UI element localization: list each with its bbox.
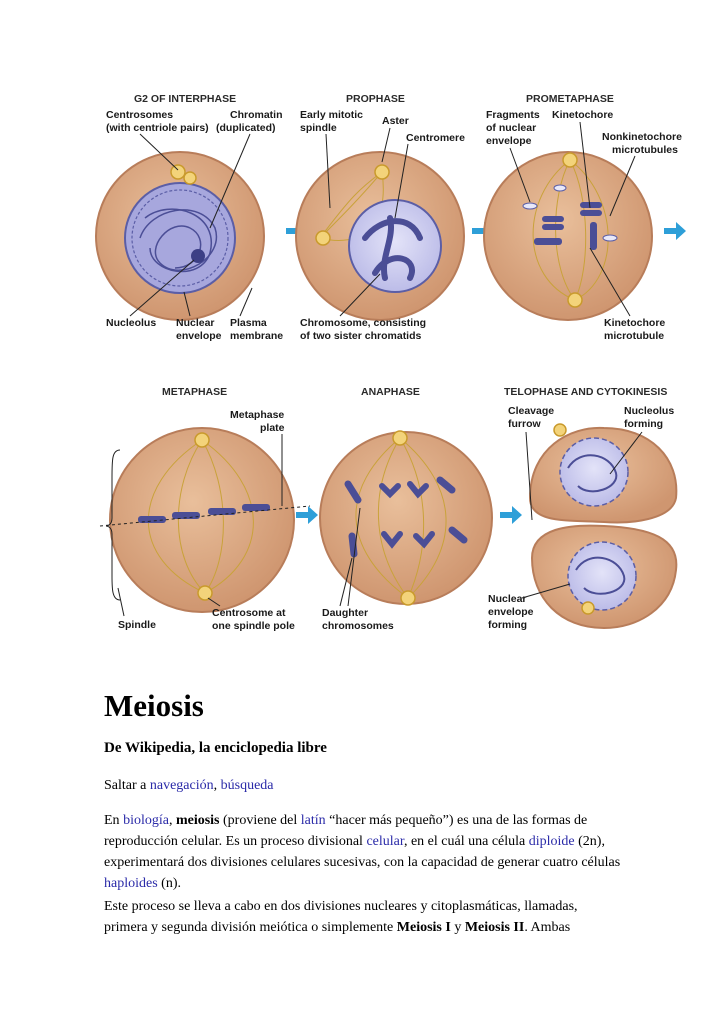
jump-prefix: Saltar a (104, 778, 150, 793)
label-chromatin-1: Chromatin (230, 109, 283, 121)
label-centrosomes-1: Centrosomes (106, 109, 174, 121)
label-nonkinetochore-1: Nonkinetochore (602, 131, 682, 143)
label-aster: Aster (382, 115, 409, 127)
article-title: Meiosis (104, 688, 204, 723)
term-meiosis: meiosis (175, 813, 220, 828)
link-biologia[interactable]: biología (123, 813, 169, 828)
label-centrosomes-2: (with centriole pairs) (106, 122, 209, 134)
label-centromere: Centromere (406, 132, 465, 144)
label-metaphase-plate-2: plate (260, 422, 285, 434)
label-nuclear-forming-2: envelope (488, 606, 534, 618)
p1-text-2: , (168, 813, 176, 828)
term-meiosis-i: Meiosis I (396, 920, 451, 935)
arrow-5 (500, 506, 522, 524)
link-diploide[interactable]: diploide (528, 834, 575, 849)
title-g2: G2 OF INTERPHASE (134, 93, 237, 105)
label-plasma-2: membrane (230, 330, 284, 342)
paragraph-1 (104, 810, 624, 894)
label-chromosome-2: of two sister chromatids (300, 330, 422, 342)
label-spindle: Spindle (118, 619, 156, 631)
nucleus (125, 183, 235, 293)
p1-text-3: (proviene del (219, 813, 301, 828)
cell-prophase (296, 152, 464, 320)
centrosome (171, 165, 185, 179)
label-fragments-3: envelope (486, 135, 532, 147)
cell-telophase (530, 424, 676, 628)
p2-text-2: y (450, 920, 465, 935)
title-telophase: TELOPHASE AND CYTOKINESIS (504, 386, 668, 398)
label-nuclear-forming-3: forming (488, 619, 528, 631)
title-anaphase: ANAPHASE (361, 386, 420, 398)
link-haploides[interactable]: haploides (104, 876, 158, 891)
label-daughter-1: Daughter (322, 607, 369, 619)
label-centrosome-pole-2: one spindle pole (212, 620, 295, 632)
title-prophase: PROPHASE (346, 93, 405, 105)
label-nucleolus-forming-1: Nucleolus (624, 405, 675, 417)
p1-text-7: (n). (157, 876, 181, 891)
label-nuclear-forming-1: Nuclear (488, 593, 527, 605)
link-latin[interactable]: latín (300, 813, 326, 828)
p1-text-1: En (104, 813, 124, 828)
paragraph-2 (104, 896, 624, 938)
article-subtitle: De Wikipedia, la enciclopedia libre (104, 740, 327, 756)
label-metaphase-plate-1: Metaphase (230, 409, 285, 421)
label-daughter-2: chromosomes (322, 620, 394, 632)
p1-text-4: “hacer más pequeño”) es una de las formas de reproducción celular. Es un proceso divisional (104, 813, 588, 849)
link-celular[interactable]: celular (366, 834, 404, 849)
label-fragments-2: of nuclear (486, 122, 537, 134)
p1-text-5: , en el cuál una célula (403, 834, 529, 849)
title-prometaphase: PROMETAPHASE (526, 93, 614, 105)
p1-text-6: (2n), experimentará dos divisiones celulares sucesivas, con la capacidad de generar cuatro células (104, 834, 621, 870)
mitosis-figure (90, 88, 690, 648)
p2-text-1: Este proceso se lleva a cabo en dos divisiones nucleares y citoplasmáticas, llamadas, primera y segunda división meiótica o simplemente (104, 899, 578, 935)
term-meiosis-ii: Meiosis II (464, 920, 525, 935)
jump-separator: , (213, 778, 221, 793)
label-chromosome-1: Chromosome, consisting (300, 317, 427, 329)
arrow-3 (664, 222, 686, 240)
label-nucleolus: Nucleolus (106, 317, 157, 329)
label-chromatin-2: (duplicated) (216, 122, 276, 134)
label-cleavage-2: furrow (508, 418, 541, 430)
label-nuclear-env-1: Nuclear (176, 317, 215, 329)
label-centrosome-pole-1: Centrosome at (212, 607, 286, 619)
arrow-4 (296, 506, 318, 524)
cell-anaphase (320, 431, 492, 605)
mitosis-diagram (90, 88, 690, 648)
label-nuclear-env-2: envelope (176, 330, 222, 342)
link-busqueda[interactable]: búsqueda (220, 778, 274, 793)
link-navegacion[interactable]: navegación (149, 778, 214, 793)
p2-text-3: . Ambas (524, 920, 571, 935)
label-fragments-1: Fragments (486, 109, 540, 121)
label-early-spindle-2: spindle (300, 122, 337, 134)
cell-metaphase (100, 428, 310, 612)
title-metaphase: METAPHASE (162, 386, 228, 398)
label-kinetochore-mt-2: microtubule (604, 330, 665, 342)
label-kinetochore-mt-1: Kinetochore (604, 317, 666, 329)
label-nonkinetochore-2: microtubules (612, 144, 678, 156)
jump-to-line (104, 775, 624, 796)
label-cleavage-1: Cleavage (508, 405, 555, 417)
label-early-spindle-1: Early mitotic (300, 109, 364, 121)
label-plasma-1: Plasma (230, 317, 267, 329)
cell-g2 (96, 152, 264, 320)
label-nucleolus-forming-2: forming (624, 418, 664, 430)
label-kinetochore: Kinetochore (552, 109, 614, 121)
cell-prometaphase (484, 152, 652, 320)
